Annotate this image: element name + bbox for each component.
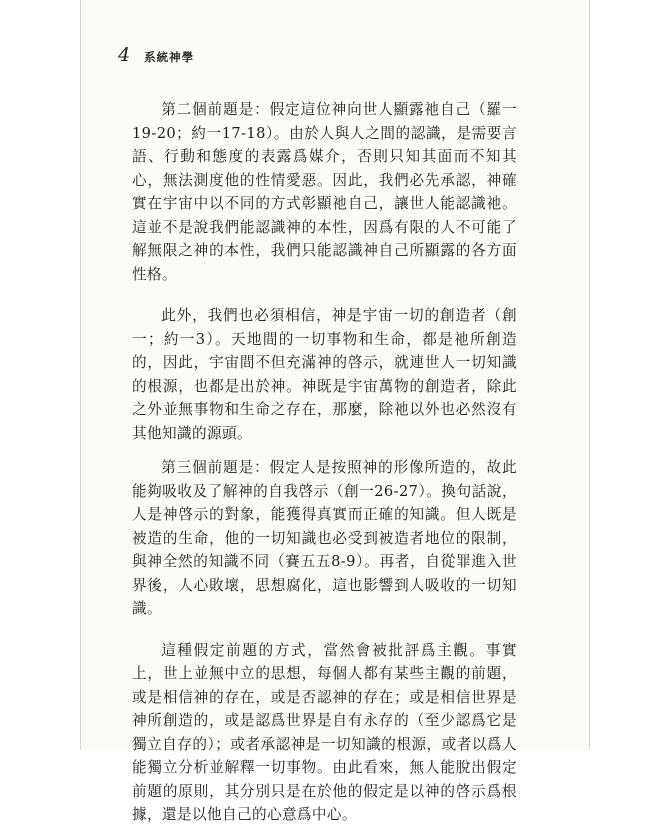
paragraph-presupposition: 這種假定前題的方式，當然會被批評爲主觀。事實上，世上並無中立的思想，每個人都有某些主觀的前題，或是相信神的存在，或是否認神的存在；或是相信世界是神所創造的，或是認爲世界是自有永存的（至少認爲它是獨立自存的）；或者承認神是一切知識的根源，或者以爲人能獨立分析並解釋一切事物。由此看來，無人能脫出假定前題的原則，其分別只是在於他的假定是以神的啓示爲根據，還是以他自己的心意爲中心。 — [132, 641, 517, 823]
page-body — [132, 98, 517, 838]
paragraph-third-premise: 第三個前題是：假定人是按照神的形像所造的，故此能夠吸收及了解神的自我啓示（創一26-27）。換句話說，人是神啓示的對象，能獲得真實而正確的知識。但人既是被造的生命，他的一切知識也必受到被造者地位的限制，與神全然的知識不同（賽五五8-9）。再者，自從罪進入世界後，人心敗壞，思想腐化，這也影響到人吸收的一切知識。 — [132, 459, 517, 617]
page-number: 4 — [118, 44, 131, 66]
paragraph-creator: 此外，我們也必須相信，神是宇宙一切的創造者（創一；約一3）。天地間的一切事物和生命，都是祂所創造的，因此，宇宙間不但充滿神的啓示，就連世人一切知識的根源，也都是出於神。神既是宇宙萬物的創造者，除此之外並無事物和生命之存在，那麼，除祂以外也必然沒有其他知識的源頭。 — [132, 307, 517, 442]
left-margin — [0, 0, 78, 750]
page-header — [118, 44, 194, 66]
running-title: 系統神學 — [144, 50, 195, 64]
paragraph-second-premise: 第二個前題是：假定這位神向世人顯露祂自己（羅一19-20；約一17-18）。由於人與人之間的認識，是需要言語、行動和態度的表露爲媒介，否則只知其面而不知其心，無法測度他的性情愛惡。因此，我們必先承認，神確實在宇宙中以不同的方式彰顯祂自己，讓世人能認識祂。這並不是說我們能認識神的本性，因爲有限的人不可能了解無限之神的本性，我們只能認識神自己所顯露的各方面性格。 — [132, 101, 517, 283]
right-margin — [588, 0, 650, 750]
